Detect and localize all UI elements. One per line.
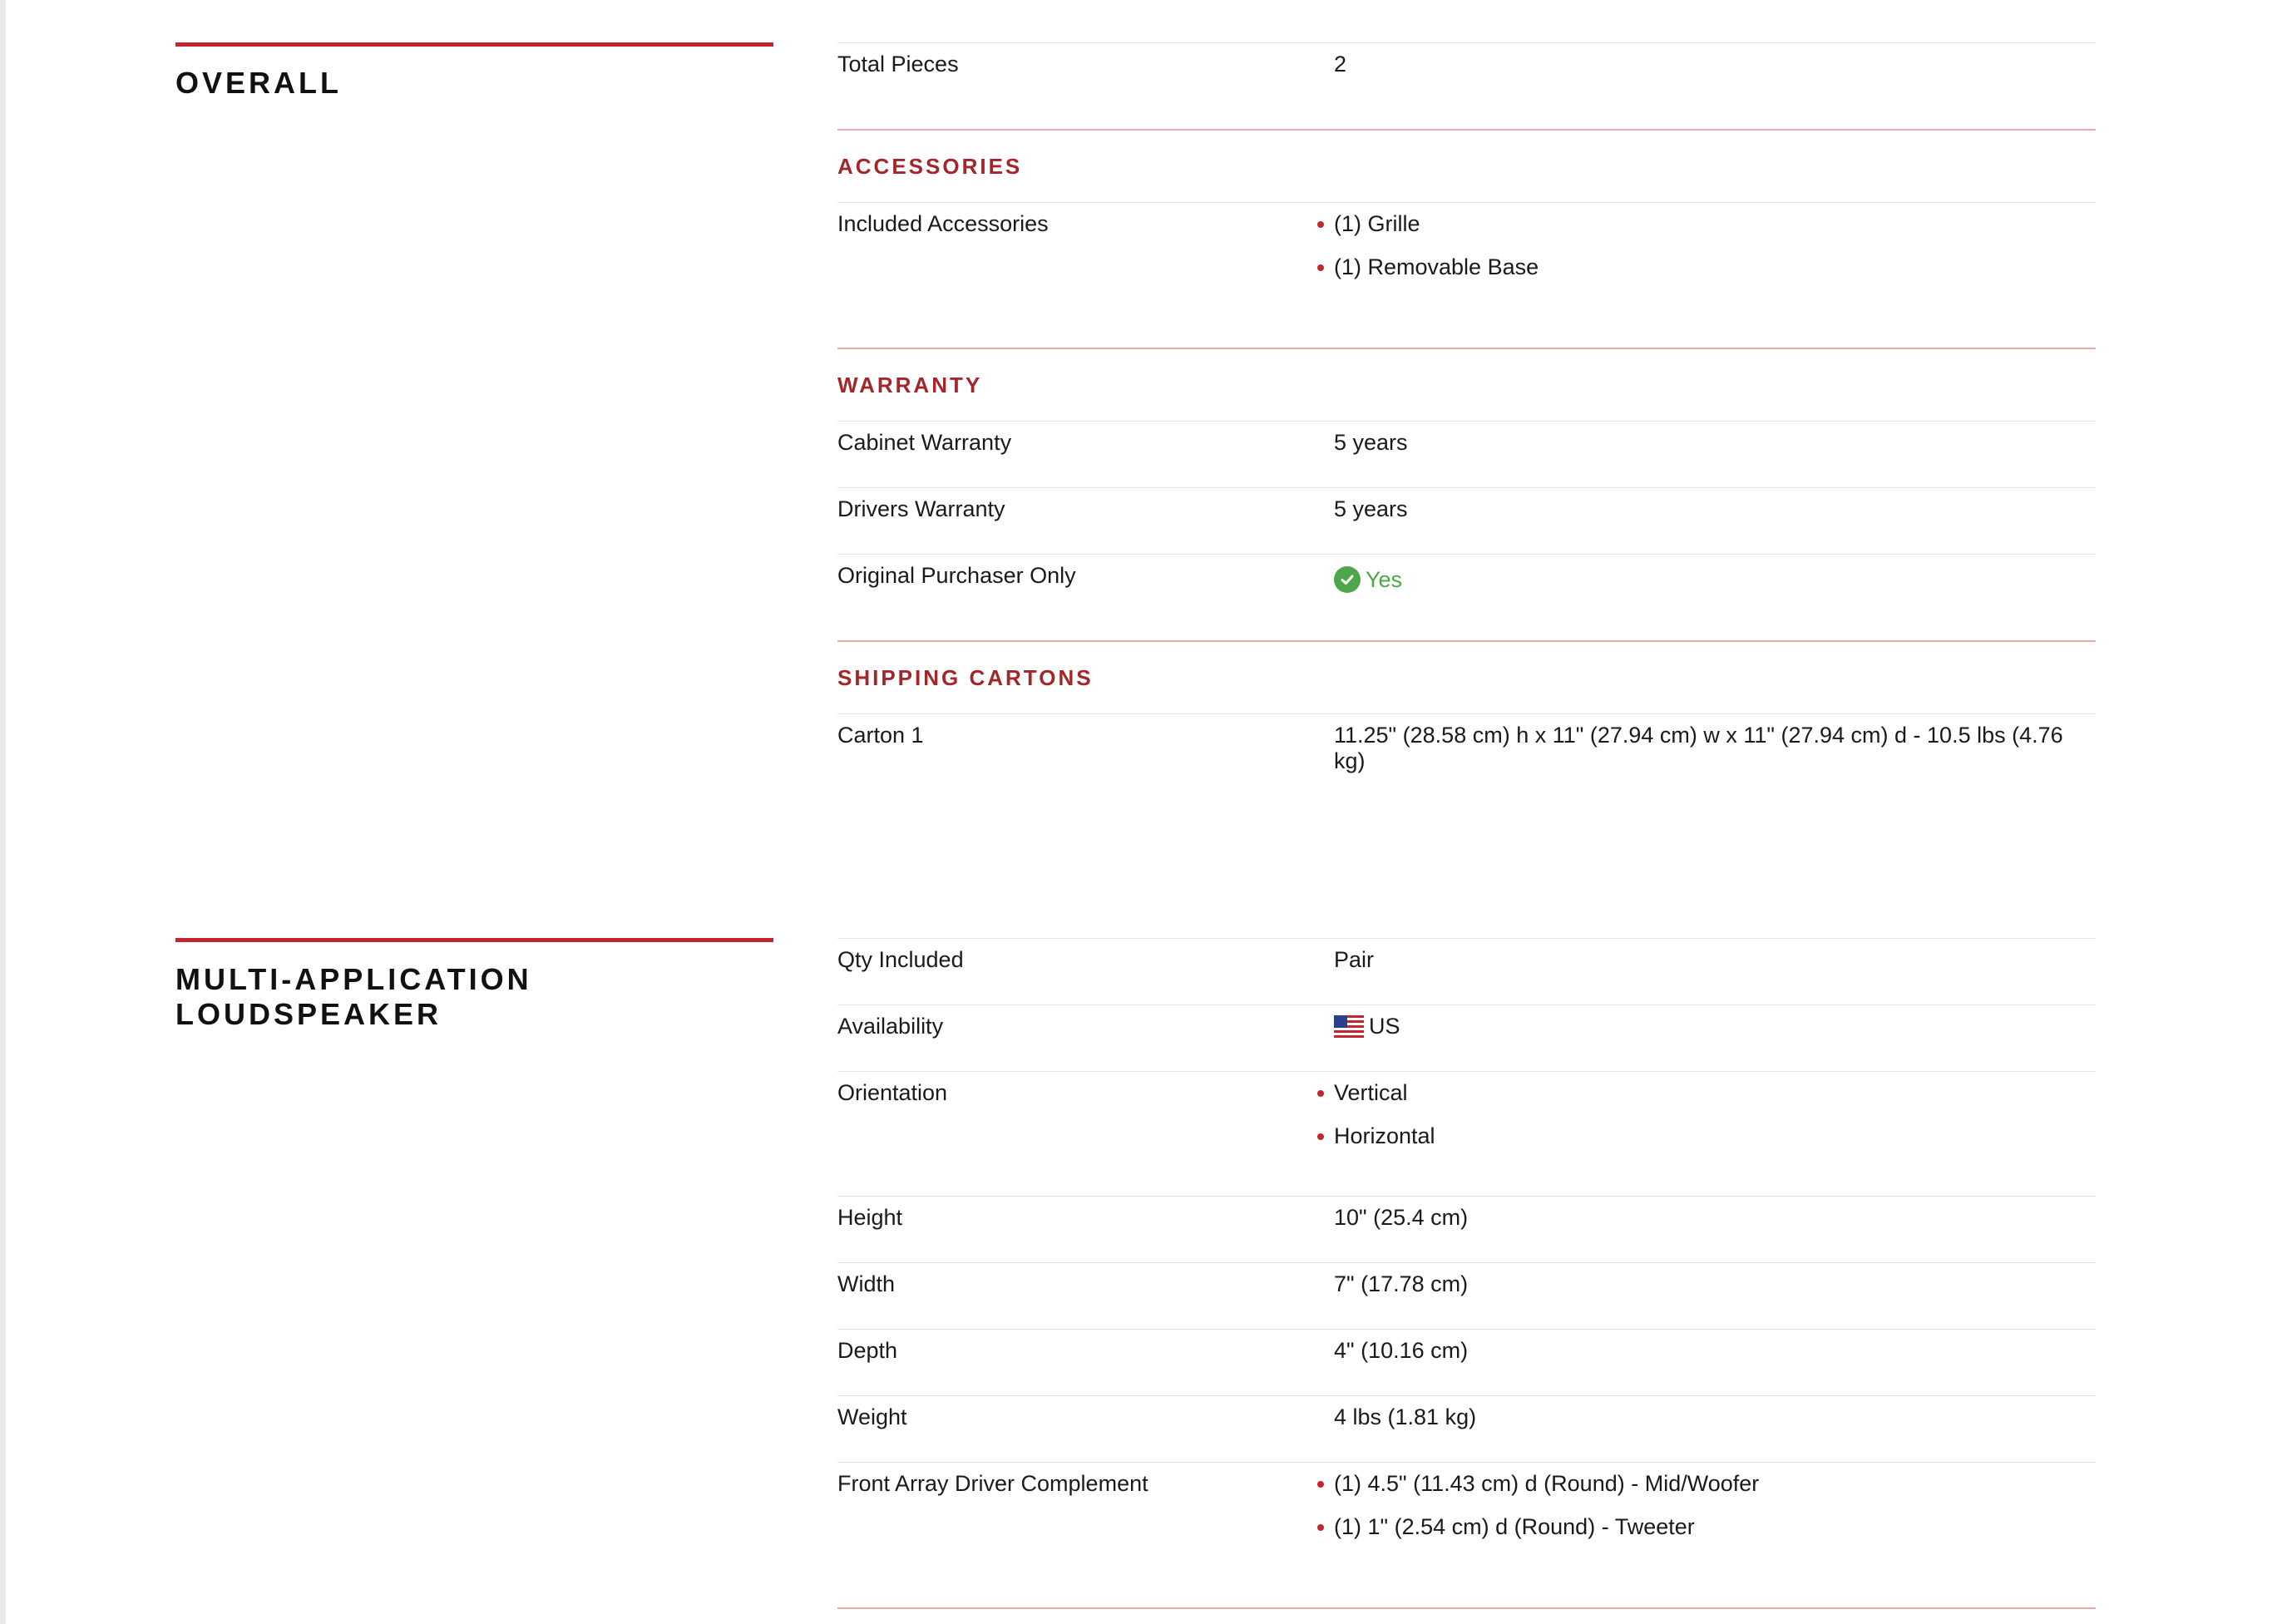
spec-value: 4 lbs (1.81 kg)	[1334, 1404, 1477, 1429]
spec-row-depth	[837, 1329, 2096, 1395]
spec-value: 5 years	[1334, 430, 1408, 455]
spec-value	[1334, 563, 2087, 593]
spec-label: Original Purchaser Only	[837, 563, 1076, 588]
spec-label: Total Pieces	[837, 52, 959, 77]
spec-row-width	[837, 1262, 2096, 1329]
spec-row-total-pieces	[837, 42, 2096, 129]
group-title-warranty: WARRANTY	[837, 372, 983, 397]
orientation-list	[1334, 1080, 2087, 1167]
spec-label: Height	[837, 1205, 903, 1230]
section-title-loudspeaker	[175, 962, 773, 1032]
yes-label: Yes	[1366, 566, 1403, 592]
spec-label: Availability	[837, 1014, 944, 1039]
accessories-list	[1334, 211, 2087, 298]
spec-value: 5 years	[1334, 496, 1408, 521]
group-title-accessories: ACCESSORIES	[837, 153, 1023, 179]
spec-label: Weight	[837, 1404, 907, 1429]
list-item: Vertical	[1334, 1080, 2087, 1123]
spec-row-weight	[837, 1395, 2096, 1462]
spec-row-driver-complement	[837, 1462, 2096, 1607]
overall-specs	[837, 42, 2096, 838]
spec-row-included-accessories	[837, 202, 2096, 348]
section-rule	[175, 42, 773, 47]
spec-label: Drivers Warranty	[837, 496, 1005, 521]
spec-value: 2	[1334, 52, 1347, 77]
spec-row-height	[837, 1196, 2096, 1262]
spec-value: 7" (17.78 cm)	[1334, 1271, 1469, 1296]
list-item: (1) Removable Base	[1334, 254, 2087, 298]
list-item: (1) 4.5" (11.43 cm) d (Round) - Mid/Woofer	[1334, 1471, 2087, 1514]
spec-row-orientation	[837, 1071, 2096, 1196]
title-line: MULTI-APPLICATION	[175, 962, 532, 996]
group-title-shipping: SHIPPING CARTONS	[837, 664, 1094, 690]
spec-row-cabinet-warranty	[837, 421, 2096, 487]
drivers-list	[1334, 1471, 2087, 1557]
spec-value: 11.25" (28.58 cm) h x 11" (27.94 cm) w x 11" (27.94 cm) d - 10.5 lbs (4.76 kg)	[1334, 723, 2063, 773]
spec-row-qty	[837, 938, 2096, 1005]
spec-row-availability	[837, 1005, 2096, 1071]
spec-row-drivers-warranty	[837, 487, 2096, 554]
spec-value	[1334, 1014, 2087, 1039]
spec-label: Cabinet Warranty	[837, 430, 1012, 455]
spec-label: Width	[837, 1271, 896, 1296]
section-title-overall: OVERALL	[175, 66, 343, 100]
yes-status	[1334, 566, 1402, 593]
list-item: (1) 1" (2.54 cm) d (Round) - Tweeter	[1334, 1514, 2087, 1557]
spec-label: Orientation	[837, 1080, 948, 1105]
spec-label: Depth	[837, 1338, 898, 1363]
spec-label: Included Accessories	[837, 211, 1049, 236]
spec-label: Front Array Driver Complement	[837, 1471, 1148, 1496]
us-flag-icon	[1334, 1015, 1364, 1038]
spec-value: 4" (10.16 cm)	[1334, 1338, 1469, 1363]
spec-value: 10" (25.4 cm)	[1334, 1205, 1469, 1230]
title-line: LOUDSPEAKER	[175, 997, 442, 1031]
spec-row-original-purchaser	[837, 554, 2096, 640]
spec-row-carton-1	[837, 713, 2096, 838]
availability-value: US	[1369, 1014, 1400, 1039]
list-item: (1) Grille	[1334, 211, 2087, 254]
spec-label: Qty Included	[837, 947, 964, 972]
spec-value: Pair	[1334, 947, 1375, 972]
list-item: Horizontal	[1334, 1123, 2087, 1167]
spec-label: Carton 1	[837, 723, 924, 748]
check-circle-icon	[1334, 566, 1361, 593]
loudspeaker-specs	[837, 938, 2096, 1609]
page-edge	[0, 0, 6, 1624]
section-rule	[175, 938, 773, 942]
group-rule	[837, 1607, 2096, 1609]
